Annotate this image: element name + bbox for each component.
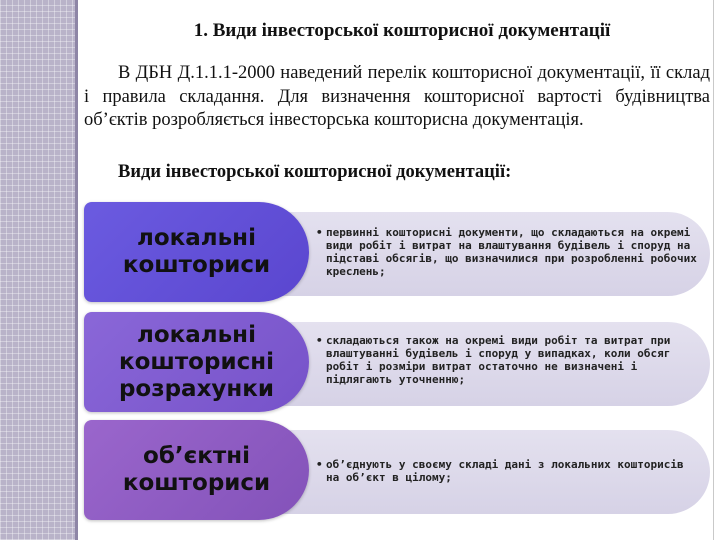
type-label-line: кошторисні — [119, 348, 274, 375]
decorative-left-strip — [0, 0, 78, 540]
slide-title: 1. Види інвесторської кошторисної документації — [193, 20, 611, 41]
type-description — [316, 458, 702, 484]
type-label-line: локальні — [137, 321, 256, 348]
section-subheading: Види інвесторської кошторисної документації: — [118, 162, 512, 182]
type-label — [119, 322, 274, 403]
bullet-icon: • — [316, 226, 323, 239]
type-label — [123, 225, 270, 279]
type-label-pill — [84, 420, 309, 520]
type-row-local-estimate-calculations — [84, 312, 720, 412]
type-label-line: розрахунки — [118, 375, 275, 402]
type-row-object-estimates — [84, 420, 720, 520]
type-description — [316, 334, 702, 386]
type-label-line: кошториси — [122, 470, 271, 496]
type-description-text: первинні кошторисні документи, що складаються на окремі види робіт і витрат на влаштування будівель і споруд на підставі обсягів, що визначилися при розробленні робочих креслень; — [326, 226, 697, 278]
intro-paragraph: В ДБН Д.1.1.1-2000 наведений перелік кошторисної документації, її склад і правила складання. Для визначення кошторисної вартості будівництва об’єктів розробляється інвесторська кошторисна документація. — [84, 63, 710, 130]
type-description — [316, 226, 702, 278]
type-row-local-estimates — [84, 202, 720, 302]
type-label-line: кошториси — [122, 252, 271, 278]
bullet-icon: • — [316, 334, 323, 347]
type-label-pill — [84, 312, 309, 412]
type-label-pill — [84, 202, 309, 302]
type-label — [123, 443, 270, 497]
type-label-line: об’єктні — [143, 443, 250, 469]
type-label-line: локальні — [137, 225, 256, 251]
type-description-text: об’єднують у своєму складі дані з локальних кошторисів на об’єкт в цілому; — [326, 458, 684, 484]
type-description-text: складаються також на окремі види робіт та витрат при влаштуванні будівель і споруд у випадках, коли обсяг робіт і розміри витрат остаточно не визначені і підлягають уточненню; — [326, 334, 671, 386]
bullet-icon: • — [316, 458, 323, 471]
